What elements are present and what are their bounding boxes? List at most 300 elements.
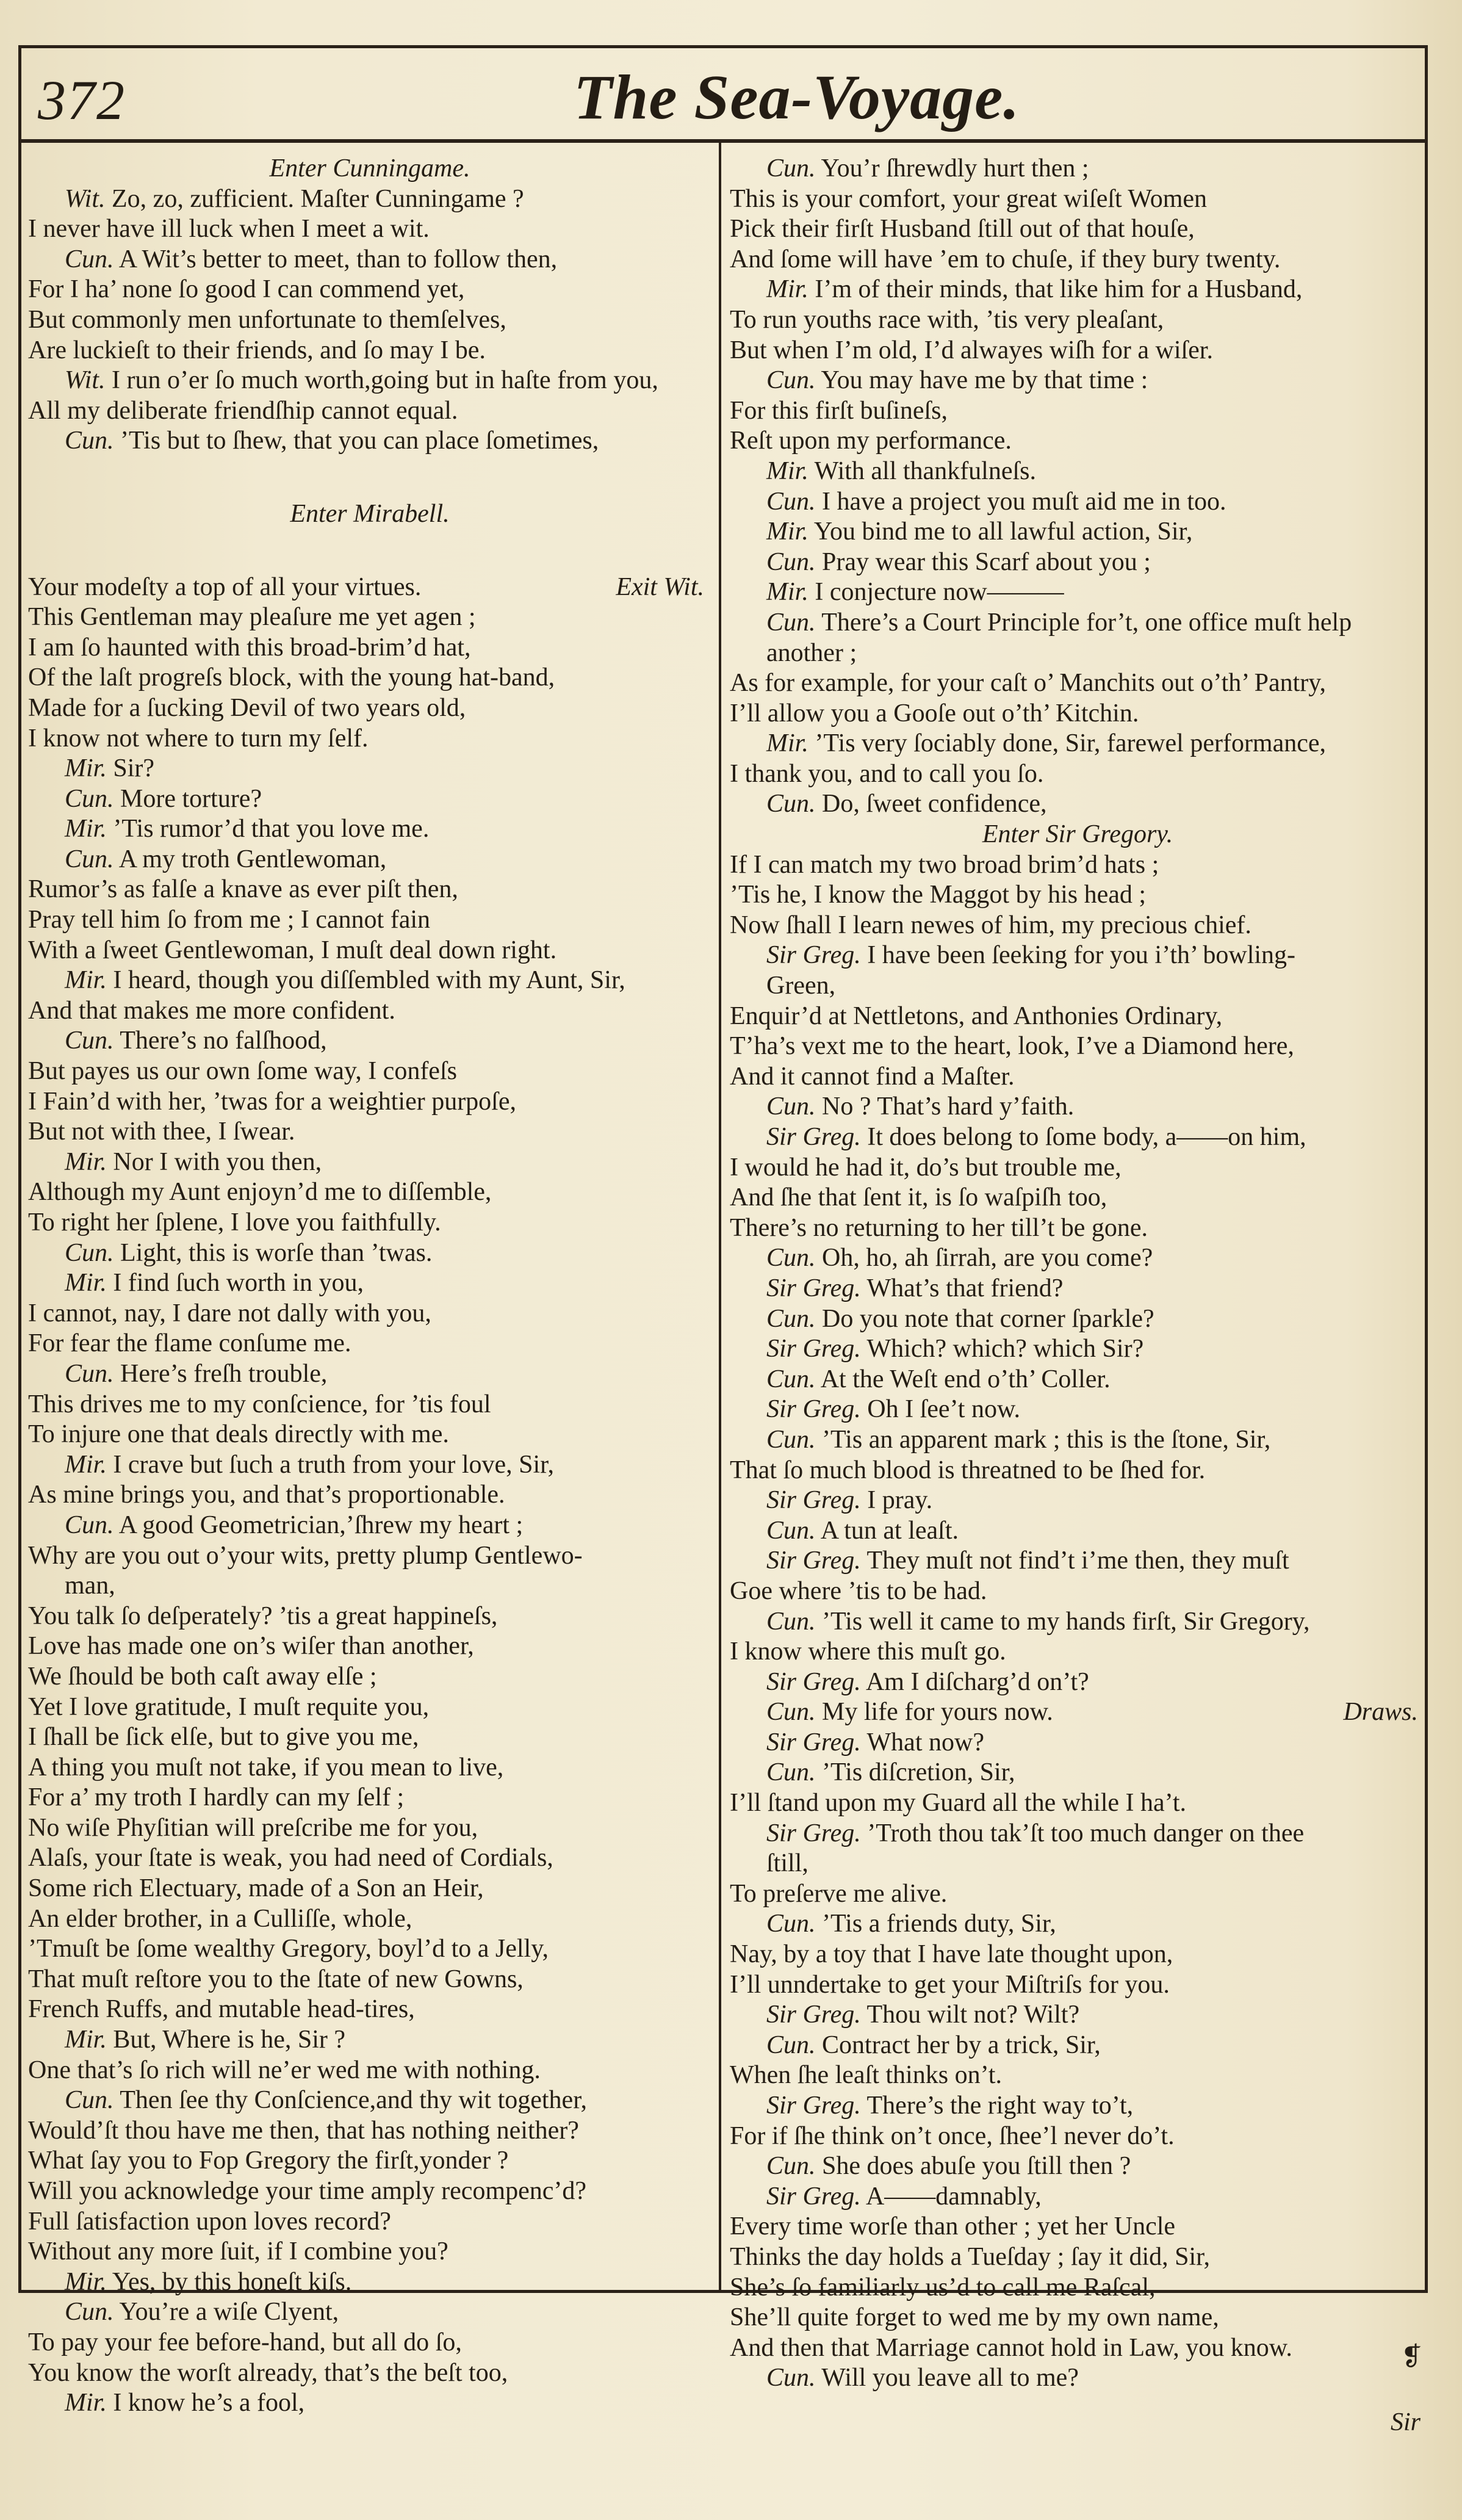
line-text: You’re a wiſe Clyent, xyxy=(119,2298,339,2327)
line-text: Of the laſt progreſs block, with the young hat-band, xyxy=(28,663,555,692)
line-text: What ſay you to Fop Gregory the firſt,yonder ? xyxy=(28,2146,509,2175)
line-text: As mine brings you, and that’s proportionable. xyxy=(28,1481,505,1509)
line-text: Pray tell him ſo from me ; I cannot fain xyxy=(28,906,430,934)
text-line xyxy=(28,905,711,936)
speaker-prefix: Cun. xyxy=(65,845,114,873)
speaker-prefix: Sir Greg. xyxy=(766,1819,861,1847)
line-text: Will you leave all to me? xyxy=(821,2364,1079,2392)
speaker-prefix: Mir. xyxy=(65,815,107,843)
line-text: And that makes me more confident. xyxy=(28,996,395,1025)
line-text: ’Tis well it came to my hands firſt, Sir Gregory, xyxy=(822,1607,1310,1636)
speaker-prefix: Wit. xyxy=(65,366,106,395)
text-line xyxy=(28,336,711,366)
text-line xyxy=(730,1758,1425,1788)
line-text: ’Tis diſcretion, Sir, xyxy=(822,1758,1015,1787)
column-divider xyxy=(719,143,721,2291)
line-text: This is your comfort, your great wiſeſt Women xyxy=(730,184,1208,213)
text-line xyxy=(28,396,711,427)
text-line xyxy=(28,754,711,784)
text-line xyxy=(730,2091,1425,2121)
catchword: Sir xyxy=(1390,2408,1421,2436)
line-text: For this firſt buſineſs, xyxy=(730,396,948,425)
line-text: To preſerve me alive. xyxy=(730,1879,948,1908)
line-text: Made for a ſucking Devil of two years old, xyxy=(28,693,466,722)
text-line xyxy=(28,214,711,245)
speaker-prefix: Cun. xyxy=(766,366,816,395)
line-text: She’ll quite forget to wed me by my own name, xyxy=(730,2303,1219,2332)
speaker-prefix: Cun. xyxy=(766,1365,816,1393)
line-text: Without any more ſuit, if I combine you? xyxy=(28,2237,448,2266)
text-line xyxy=(730,2121,1425,2152)
text-line xyxy=(730,336,1425,366)
speaker-prefix: Sir Greg. xyxy=(766,2092,861,2120)
text-line xyxy=(28,1208,711,1238)
stage-direction xyxy=(28,499,711,530)
text-line xyxy=(28,1056,711,1087)
line-text: Nay, by a toy that I have late thought upon, xyxy=(730,1940,1173,1969)
text-line xyxy=(28,1026,711,1056)
line-text: That ſo much blood is threatned to be ſhed for. xyxy=(730,1456,1206,1484)
speaker-prefix: Cun. xyxy=(766,1758,816,1787)
text-line xyxy=(730,699,1425,729)
speaker-prefix: Cun. xyxy=(766,1910,816,1938)
text-line xyxy=(28,1390,711,1420)
line-text: It does belong to ſome body, a——on him, xyxy=(867,1123,1306,1151)
text-line xyxy=(28,814,711,845)
header-rule-top xyxy=(18,45,1428,48)
line-text: Now ſhall I learn newes of him, my precious chief. xyxy=(730,911,1251,939)
text-line xyxy=(28,1299,711,1329)
text-line xyxy=(730,1334,1425,1365)
text-line xyxy=(730,1456,1425,1486)
text-line xyxy=(730,1092,1425,1122)
speaker-prefix: Cun. xyxy=(65,245,114,273)
text-line xyxy=(730,1031,1425,1062)
line-text: She’s ſo familiarly us’d to call me Raſcal, xyxy=(730,2273,1156,2302)
text-line xyxy=(28,2056,711,2086)
speaker-prefix: Sir Greg. xyxy=(766,1395,861,1424)
text-line xyxy=(28,663,711,693)
text-line xyxy=(28,1329,711,1359)
speaker-prefix: Cun. xyxy=(65,427,114,455)
line-text: Nor I with you then, xyxy=(113,1147,322,1176)
speaker-prefix: Sir Greg. xyxy=(766,1335,861,1363)
stage-direction xyxy=(730,820,1425,850)
line-text: One that’s ſo rich will ne’er wed me with nothing. xyxy=(28,2056,541,2084)
text-line xyxy=(730,154,1425,184)
line-text: Love has made one on’s wiſer than another, xyxy=(28,1632,474,1661)
text-line xyxy=(28,2358,711,2389)
text-line xyxy=(730,2151,1425,2182)
speaker-prefix: Mir. xyxy=(65,1147,107,1176)
line-text: There’s the right way to’t, xyxy=(866,2092,1134,2120)
line-text: A——damnably, xyxy=(865,2182,1042,2211)
speaker-prefix: Mir. xyxy=(65,1269,107,1298)
line-text: ’Troth thou tak’ſt too much danger on thee xyxy=(867,1819,1305,1847)
text-line xyxy=(730,2333,1425,2364)
speaker-prefix: Mir. xyxy=(766,729,808,758)
line-text: An elder brother, in a Culliſſe, whole, xyxy=(28,1904,412,1933)
line-text: And ſhe that ſent it, is ſo waſpiſh too, xyxy=(730,1183,1107,1212)
line-text: To right her ſplene, I love you faithfully. xyxy=(28,1208,441,1237)
text-line xyxy=(28,245,711,275)
line-text: Reſt upon my performance. xyxy=(730,427,1012,455)
text-line xyxy=(730,1728,1425,1758)
text-line xyxy=(730,1002,1425,1032)
stage-direction xyxy=(28,154,711,184)
speaker-prefix: Sir Greg. xyxy=(766,1274,861,1302)
text-line xyxy=(730,2031,1425,2061)
text-line xyxy=(28,1934,711,1965)
exit-direction: Draws. xyxy=(1343,1698,1418,1727)
line-text: What’s that friend? xyxy=(866,1274,1064,1302)
line-text: ’Tmuſt be ſome wealthy Gregory, boyl’d to a Jelly, xyxy=(28,1935,549,1963)
line-text: Do you note that corner ſparkle? xyxy=(822,1304,1154,1333)
text-line xyxy=(28,936,711,966)
text-line xyxy=(28,693,711,724)
line-text: Why are you out o’your wits, pretty plump Gentlewo- xyxy=(28,1541,583,1570)
text-line xyxy=(730,426,1425,457)
line-text: Some rich Electuary, made of a Son an Heir, xyxy=(28,1874,484,1903)
text-line xyxy=(730,2363,1425,2394)
text-line xyxy=(28,1965,711,1995)
scene-gap xyxy=(28,457,711,499)
line-text: another ; xyxy=(766,638,857,667)
text-line xyxy=(28,2297,711,2328)
line-text: There’s no returning to her till’t be gone. xyxy=(730,1213,1148,1242)
text-line xyxy=(28,1995,711,2025)
stage-direction-text: Enter Mirabell. xyxy=(290,499,450,528)
line-text: I pray. xyxy=(867,1486,933,1515)
text-line xyxy=(730,1395,1425,1425)
scene-gap xyxy=(28,530,711,572)
speaker-prefix: Cun. xyxy=(65,1027,114,1055)
text-line xyxy=(730,1486,1425,1516)
text-line xyxy=(730,275,1425,305)
text-line xyxy=(28,996,711,1027)
line-text: With all thankfulneſs. xyxy=(814,457,1037,485)
line-text: I’m of their minds, that like him for a Husband, xyxy=(815,275,1303,304)
line-text: I cannot, nay, I dare not dally with you, xyxy=(28,1299,431,1327)
text-line xyxy=(730,789,1425,820)
text-line xyxy=(28,426,711,457)
line-text: Sir? xyxy=(113,754,155,783)
line-text: I ſhall be ſick elſe, but to give you me, xyxy=(28,1723,419,1752)
text-line xyxy=(730,1365,1425,1395)
speaker-prefix: Mir. xyxy=(65,2267,107,2296)
text-line xyxy=(730,1122,1425,1153)
text-line xyxy=(730,971,1425,1002)
line-text: When ſhe leaſt thinks on’t. xyxy=(730,2061,1002,2090)
text-line xyxy=(730,911,1425,941)
text-line xyxy=(730,1062,1425,1092)
line-text: I am ſo haunted with this broad-brim’d hat, xyxy=(28,633,471,662)
text-line xyxy=(730,1697,1425,1728)
line-text: Here’s freſh trouble, xyxy=(120,1359,328,1388)
text-line xyxy=(730,245,1425,275)
speaker-prefix: Sir Greg. xyxy=(766,1547,861,1575)
line-text: Thou wilt not? Wilt? xyxy=(866,2001,1080,2029)
line-text: ’Tis an apparent mark ; this is the ſtone, Sir, xyxy=(822,1425,1271,1454)
text-line xyxy=(730,547,1425,578)
line-text: I’ll allow you a Gooſe out o’th’ Kitchin. xyxy=(730,699,1139,727)
speaker-prefix: Cun. xyxy=(766,608,816,637)
text-line xyxy=(730,1304,1425,1335)
text-line xyxy=(28,1601,711,1632)
line-text: They muſt not find’t i’me then, they muſt xyxy=(866,1547,1289,1575)
speaker-prefix: Cun. xyxy=(65,2298,114,2327)
speaker-prefix: Cun. xyxy=(766,1425,816,1454)
text-line xyxy=(28,1904,711,1935)
text-line xyxy=(28,1117,711,1147)
stage-direction-text: Enter Sir Gregory. xyxy=(982,820,1173,849)
line-text: No ? That’s hard y’faith. xyxy=(822,1092,1075,1121)
text-line xyxy=(730,1213,1425,1244)
text-line xyxy=(730,1667,1425,1698)
line-text: Thinks the day holds a Tueſday ; ſay it did, Sir, xyxy=(730,2242,1210,2271)
speaker-prefix: Cun. xyxy=(65,1238,114,1267)
text-line xyxy=(28,1087,711,1117)
text-line xyxy=(28,1541,711,1572)
speaker-prefix: Cun. xyxy=(766,1304,816,1333)
line-text: Then ſee thy Conſcience,and thy wit together, xyxy=(120,2086,588,2115)
text-line xyxy=(730,608,1425,638)
line-text: ’Tis rumor’d that you love me. xyxy=(113,815,430,843)
text-line xyxy=(730,1879,1425,1910)
text-line xyxy=(730,668,1425,699)
text-line xyxy=(730,1849,1425,1879)
line-text: This Gentleman may pleaſure me yet agen ; xyxy=(28,603,476,632)
speaker-prefix: Mir. xyxy=(766,518,808,546)
text-line xyxy=(730,1970,1425,2001)
line-text: Full ſatisfaction upon loves record? xyxy=(28,2207,391,2236)
line-text: You talk ſo deſperately? ’tis a great happineſs, xyxy=(28,1601,498,1630)
line-text: I’ll ſtand upon my Guard all the while I ha’t. xyxy=(730,1789,1187,1818)
line-text: For I ha’ none ſo good I can commend yet, xyxy=(28,275,465,304)
line-text: Alaſs, your ſtate is weak, you had need of Cordials, xyxy=(28,1844,553,1872)
line-text: French Ruffs, and mutable head-tires, xyxy=(28,1995,415,2024)
line-text: I Fain’d with her, ’twas for a weightier purpoſe, xyxy=(28,1087,516,1116)
line-text: But when I’m old, I’d alwayes wiſh for a wiſer. xyxy=(730,336,1213,364)
text-line xyxy=(730,517,1425,547)
speaker-prefix: Cun. xyxy=(766,1698,816,1727)
line-text: I know where this muſt go. xyxy=(730,1637,1006,1666)
text-line xyxy=(28,784,711,815)
line-text: But not with thee, I ſwear. xyxy=(28,1117,295,1146)
speaker-prefix: Cun. xyxy=(766,2152,816,2181)
text-line xyxy=(730,1819,1425,1849)
line-text: At the Weſt end o’th’ Coller. xyxy=(820,1365,1111,1393)
page-number: 372 xyxy=(38,69,126,131)
text-line xyxy=(28,1631,711,1662)
line-text: That muſt reſtore you to the ſtate of new Gowns, xyxy=(28,1965,524,1993)
line-text: Yes, by this honeſt kiſs. xyxy=(112,2267,352,2296)
line-text: No wiſe Phyſitian will preſcribe me for you, xyxy=(28,1813,478,1842)
text-line xyxy=(730,457,1425,487)
speaker-prefix: Cun. xyxy=(766,2031,816,2059)
text-line xyxy=(730,184,1425,215)
text-line xyxy=(28,2207,711,2237)
speaker-prefix: Mir. xyxy=(65,2026,107,2054)
text-line xyxy=(730,940,1425,971)
text-line xyxy=(28,1480,711,1511)
line-text: I have a project you muſt aid me in too. xyxy=(822,487,1226,516)
text-line xyxy=(28,1722,711,1753)
text-line xyxy=(28,275,711,305)
text-line xyxy=(28,184,711,215)
stage-direction-text: Enter Cunningame. xyxy=(269,154,470,182)
line-text: Enquir’d at Nettletons, and Anthonies Ordinary, xyxy=(730,1002,1223,1030)
line-text: ’Tis a friends duty, Sir, xyxy=(822,1910,1056,1938)
line-text: A my troth Gentlewoman, xyxy=(118,845,387,873)
text-line xyxy=(730,850,1425,881)
line-text: I know not where to turn my ſelf. xyxy=(28,724,369,753)
text-line xyxy=(730,1425,1425,1456)
text-line xyxy=(28,305,711,336)
text-line xyxy=(28,366,711,396)
text-line xyxy=(28,602,711,633)
speaker-prefix: Cun. xyxy=(65,784,114,813)
line-text: I crave but ſuch a truth from your love, Sir, xyxy=(113,1450,554,1479)
text-line xyxy=(28,1783,711,1813)
text-line xyxy=(730,1637,1425,1667)
line-text: I conjecture now——— xyxy=(815,578,1064,607)
text-line xyxy=(730,1788,1425,1819)
text-line xyxy=(730,2182,1425,2212)
text-line xyxy=(28,1450,711,1481)
speaker-prefix: Cun. xyxy=(766,1516,816,1545)
line-text: I find ſuch worth in you, xyxy=(113,1269,364,1298)
line-text: I know he’s a fool, xyxy=(113,2389,305,2417)
text-line xyxy=(28,845,711,875)
speaker-prefix: Cun. xyxy=(65,1359,114,1388)
speaker-prefix: Sir Greg. xyxy=(766,1123,861,1151)
line-text: Are luckieſt to their friends, and ſo may I be. xyxy=(28,336,486,364)
line-text: A thing you muſt not take, if you mean to live, xyxy=(28,1753,504,1782)
line-text: Pick their firſt Husband ſtill out of that houſe, xyxy=(730,215,1195,244)
line-text: I run o’er ſo much worth,going but in haſte from you, xyxy=(112,366,658,395)
line-text: If I can match my two broad brim’d hats ; xyxy=(730,850,1159,879)
line-text: I never have ill luck when I meet a wit. xyxy=(28,215,430,244)
line-text: All my deliberate friendſhip cannot equal. xyxy=(28,396,458,425)
speaker-prefix: Cun. xyxy=(65,2086,114,2115)
text-line xyxy=(28,2328,711,2358)
text-line xyxy=(28,1843,711,1874)
text-line xyxy=(28,1571,711,1601)
line-text: A tun at leaſt. xyxy=(820,1516,959,1545)
line-text: But, Where is he, Sir ? xyxy=(113,2026,346,2054)
text-line xyxy=(730,1940,1425,1970)
line-text: Your modeſty a top of all your virtues. xyxy=(28,572,422,601)
line-text: What now? xyxy=(866,1728,984,1756)
line-text: I would he had it, do’s but trouble me, xyxy=(730,1153,1122,1182)
line-text: Will you acknowledge your time amply recompenc’d? xyxy=(28,2177,586,2205)
text-line xyxy=(28,2025,711,2056)
text-line xyxy=(730,2212,1425,2242)
text-line xyxy=(28,1753,711,1783)
text-line xyxy=(730,1909,1425,1940)
line-text: Green, xyxy=(766,972,836,1000)
exit-direction: Exit Wit. xyxy=(616,572,704,601)
text-line xyxy=(28,1177,711,1208)
speaker-prefix: Cun. xyxy=(766,1607,816,1636)
line-text: I heard, though you diſſembled with my Aunt, Sir, xyxy=(113,966,625,995)
text-line xyxy=(730,305,1425,336)
text-line xyxy=(730,2273,1425,2303)
text-line xyxy=(28,724,711,754)
line-text: Which? which? which Sir? xyxy=(866,1335,1144,1363)
text-line xyxy=(28,1874,711,1904)
line-text: A good Geometrician,’ſhrew my heart ; xyxy=(118,1511,524,1539)
text-line xyxy=(730,729,1425,759)
speaker-prefix: Mir. xyxy=(65,754,107,783)
text-line xyxy=(28,1662,711,1692)
line-text: There’s a Court Principle for’t, one office muſt help xyxy=(821,608,1352,637)
line-text: Do, ſweet confidence, xyxy=(822,790,1047,818)
speaker-prefix: Cun. xyxy=(766,2364,816,2392)
line-text: I have been ſeeking for you i’th’ bowling- xyxy=(867,941,1296,970)
text-line xyxy=(28,875,711,905)
text-line xyxy=(28,2146,711,2176)
speaker-prefix: Mir. xyxy=(65,2389,107,2417)
line-text: She does abuſe you ſtill then ? xyxy=(822,2152,1131,2181)
line-text: man, xyxy=(65,1572,115,1600)
text-line xyxy=(28,1692,711,1723)
text-line xyxy=(730,1516,1425,1547)
line-text: And it cannot find a Maſter. xyxy=(730,1062,1015,1091)
text-line xyxy=(28,2237,711,2267)
text-line xyxy=(28,1511,711,1541)
text-line xyxy=(730,1274,1425,1304)
speaker-prefix: Sir Greg. xyxy=(766,2182,861,2211)
speaker-prefix: Cun. xyxy=(766,154,816,182)
line-text: ’Tis but to ſhew, that you can place ſometimes, xyxy=(120,427,599,455)
line-text: For fear the flame conſume me. xyxy=(28,1329,351,1358)
line-text: Goe where ’tis to be had. xyxy=(730,1576,987,1605)
speaker-prefix: Mir. xyxy=(766,457,808,485)
line-text: Every time worſe than other ; yet her Uncle xyxy=(730,2212,1176,2241)
line-text: T’ha’s vext me to the heart, look, I’ve a Diamond here, xyxy=(730,1032,1294,1061)
running-title: The Sea-Voyage. xyxy=(574,62,1020,132)
line-text: ’Tis very ſociably done, Sir, farewel performance, xyxy=(815,729,1327,758)
speaker-prefix: Cun. xyxy=(766,487,816,516)
text-line xyxy=(730,396,1425,427)
text-line xyxy=(730,2060,1425,2091)
text-line xyxy=(28,1268,711,1299)
text-line xyxy=(730,1243,1425,1274)
line-text: Rumor’s as falſe a knave as ever piſt then, xyxy=(28,875,458,904)
text-line xyxy=(730,1607,1425,1637)
line-text: To pay your fee before-hand, but all do ſo, xyxy=(28,2328,462,2356)
text-line xyxy=(730,366,1425,396)
line-text: I’ll unndertake to get your Miſtriſs for you. xyxy=(730,1970,1170,1999)
text-line xyxy=(28,1147,711,1178)
text-line xyxy=(730,1183,1425,1213)
line-text: We ſhould be both caſt away elſe ; xyxy=(28,1662,377,1691)
line-text: Contract her by a trick, Sir, xyxy=(822,2031,1101,2059)
text-line xyxy=(28,1359,711,1390)
line-text: Oh I ſee’t now. xyxy=(867,1395,1021,1424)
text-line xyxy=(28,1420,711,1450)
line-text: You bind me to all lawful action, Sir, xyxy=(813,518,1193,546)
header-rule-bottom xyxy=(18,139,1428,143)
text-line xyxy=(28,633,711,663)
line-text: But commonly men unfortunate to themſelves, xyxy=(28,305,506,334)
speaker-prefix: Sir Greg. xyxy=(766,941,861,970)
line-text: My life for yours now. xyxy=(822,1698,1053,1727)
line-text: Light, this is worſe than ’twas. xyxy=(120,1238,433,1267)
text-line xyxy=(730,638,1425,669)
